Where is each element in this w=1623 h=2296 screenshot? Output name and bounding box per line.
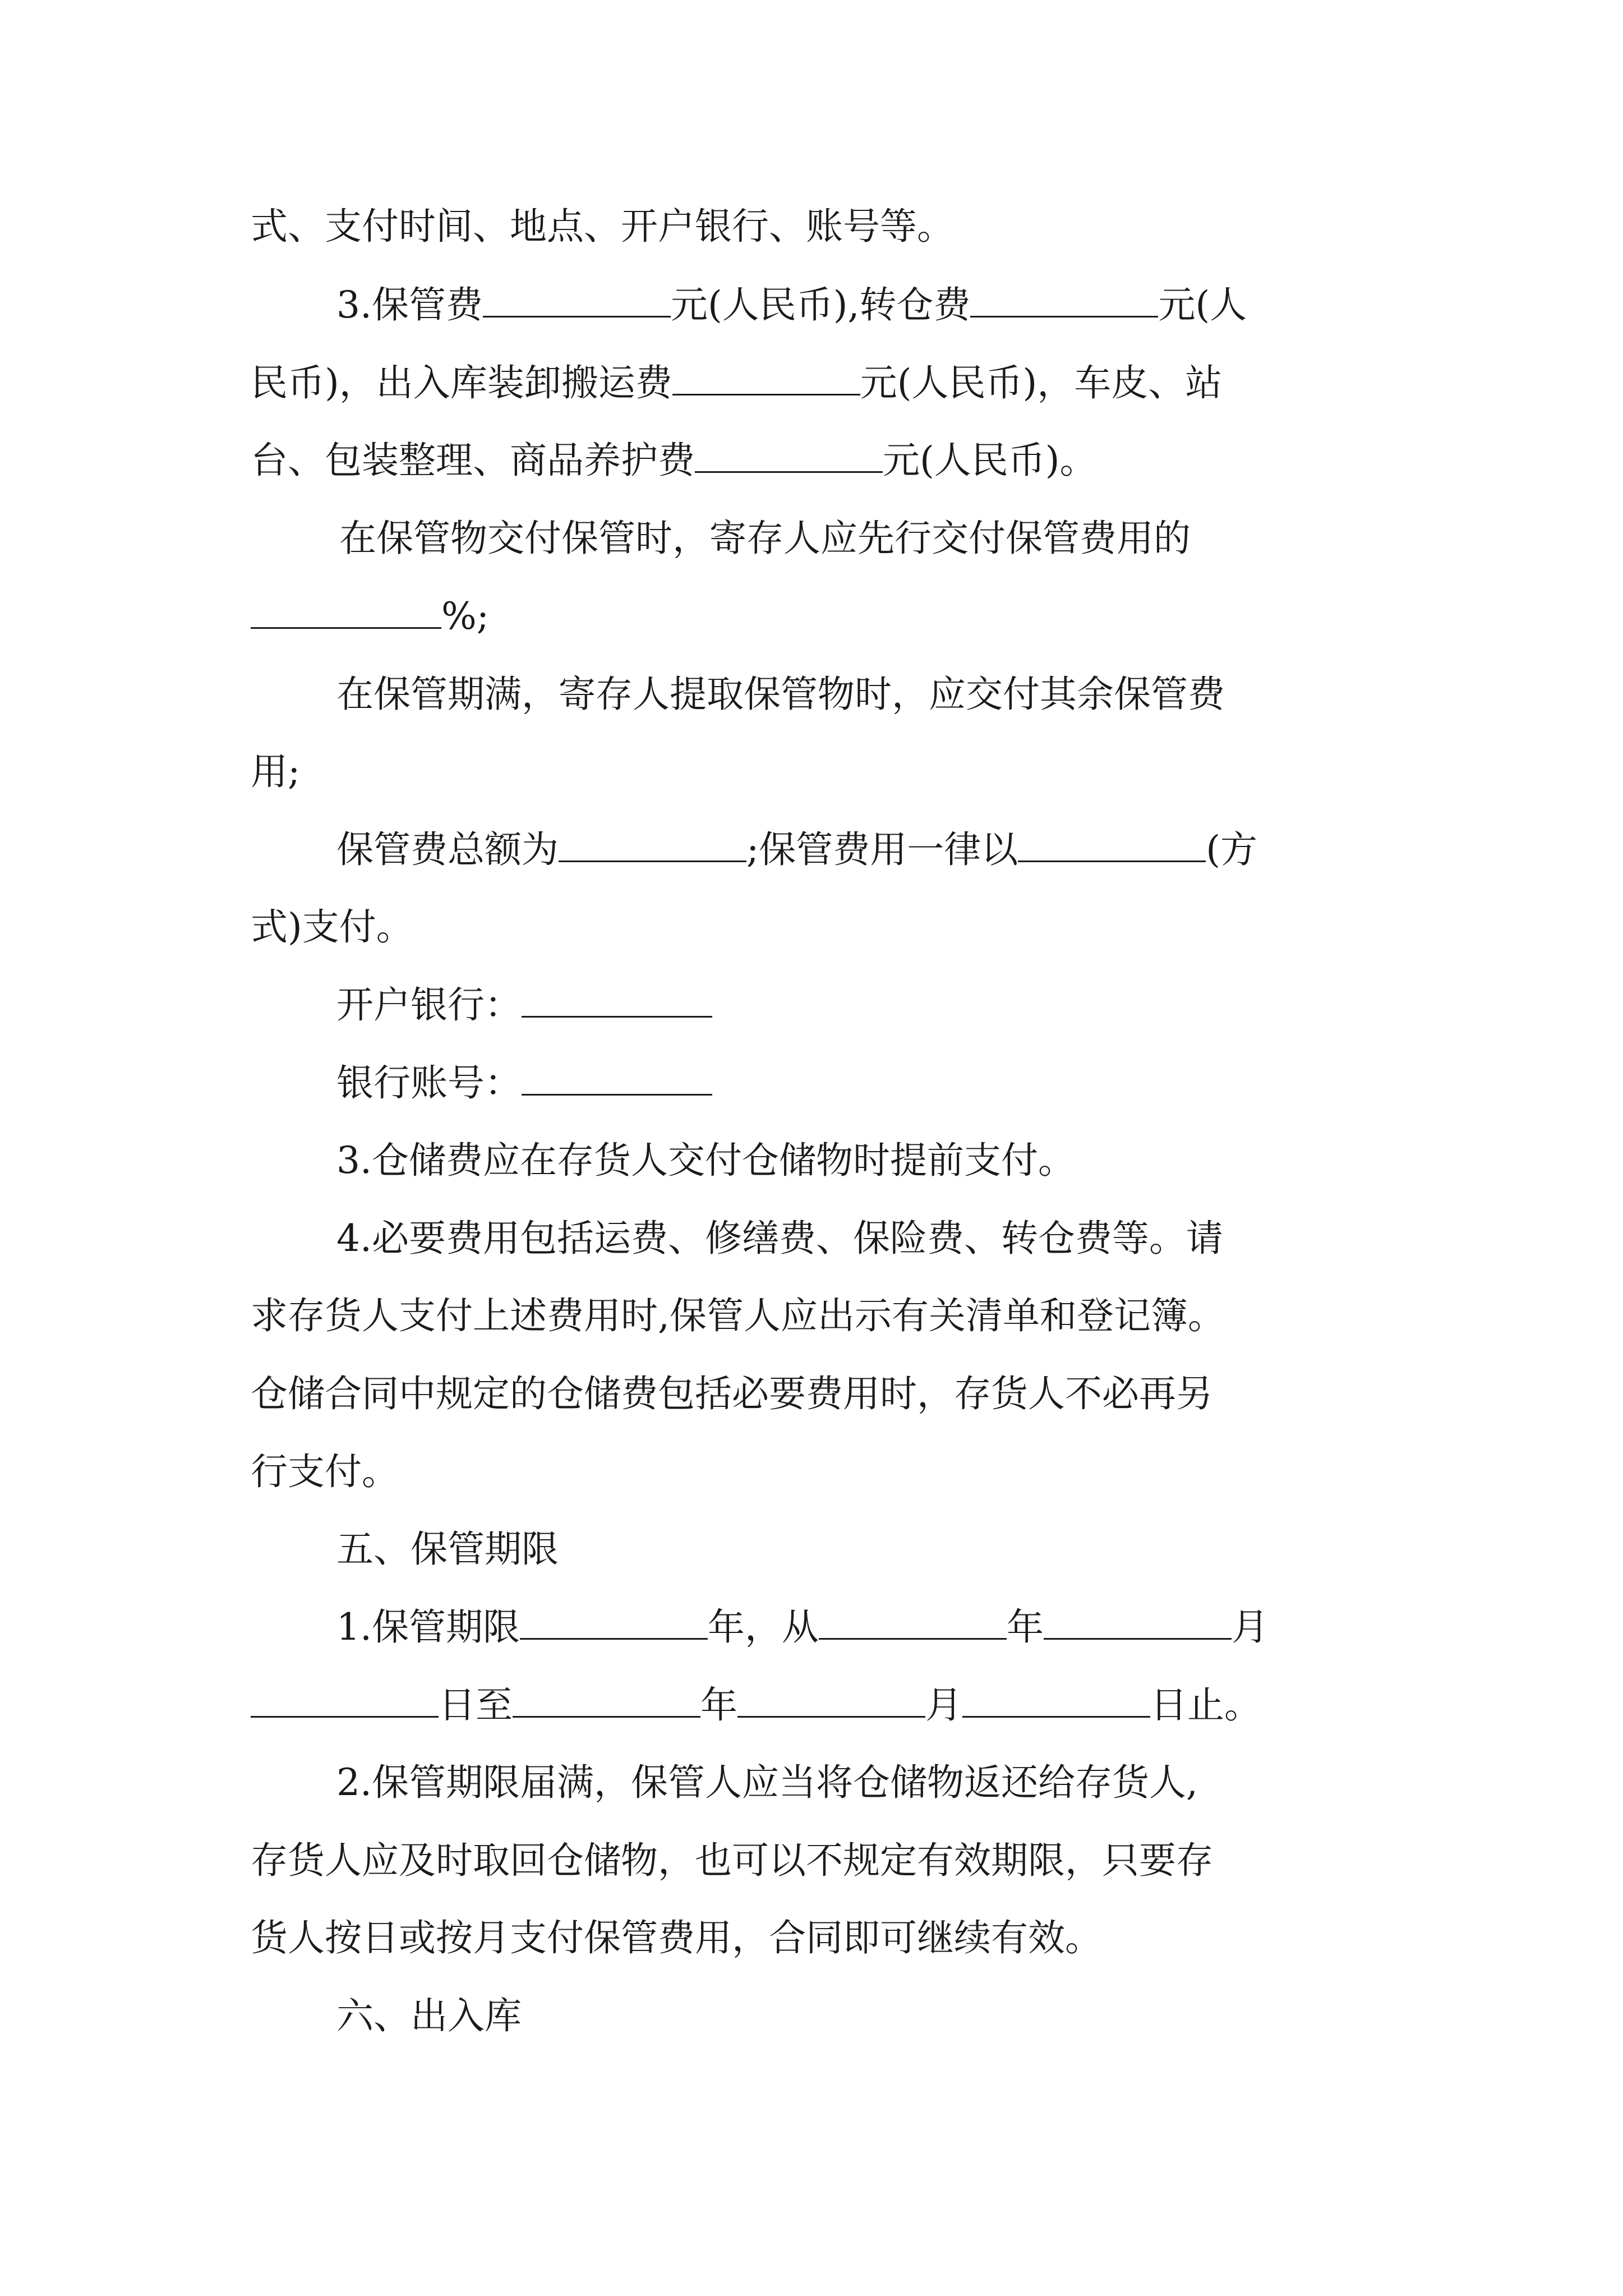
text-line: 仓储合同中规定的仓储费包括必要费用时，存货人不必再另: [251, 1372, 1213, 1415]
text-line: 民币)，出入库装卸搬运费 元(人民币)，车皮、站: [251, 344, 1623, 422]
fill-blank: [483, 280, 671, 318]
fill-blank: [1044, 1603, 1232, 1640]
fill-blank: [251, 592, 441, 629]
fill-blank: [962, 1681, 1150, 1718]
fill-blank: [1018, 825, 1206, 862]
text-line: 存货人应及时取回仓储物，也可以不规定有效期限，只要存: [251, 1839, 1213, 1882]
fill-blank: [559, 825, 746, 862]
text-line: 求存货人支付上述费用时,保管人应出示有关清单和登记簿。: [251, 1294, 1225, 1337]
fill-blank: [695, 436, 883, 473]
fill-blank: [970, 280, 1158, 318]
fill-blank: [513, 1681, 700, 1718]
text-line: 式、支付时间、地点、开户银行、账号等。: [251, 205, 954, 248]
text-line: 1.保管期限 年，从 年 月: [336, 1589, 1623, 1666]
text-line: 3.仓储费应在存货人交付仓储物时提前支付。: [336, 1139, 1075, 1182]
text-line: 2.保管期限届满，保管人应当将仓储物返还给存货人,: [336, 1761, 1198, 1804]
section-heading: 五、保管期限: [336, 1527, 559, 1571]
text-line: 在保管期满，寄存人提取保管物时，应交付其余保管费: [336, 673, 1225, 716]
text-line: 开户银行：: [336, 967, 1623, 1044]
fill-blank: [737, 1681, 925, 1718]
text-line: 4.必要费用包括运费、修缮费、保险费、转仓费等。请: [336, 1217, 1223, 1260]
fill-blank: [672, 358, 860, 395]
section-heading: 六、出入库: [336, 1994, 522, 2037]
text-line: 货人按日或按月支付保管费用，合同即可继续有效。: [251, 1916, 1102, 1959]
text-line: 3.保管费 元(人民币),转仓费 元(人: [336, 266, 1623, 344]
text-line: 保管费总额为 ;保管费用一律以 (方: [336, 811, 1623, 889]
fill-blank: [251, 1681, 439, 1718]
text-line: 在保管物交付保管时，寄存人应先行交付保管费用的: [339, 517, 1191, 560]
fill-blank: [522, 981, 712, 1018]
text-line: 银行账号：: [336, 1045, 1623, 1122]
text-line: 用;: [251, 750, 301, 793]
text-line: 台、包装整理、商品养护费 元(人民币)。: [251, 422, 1623, 499]
text-line: 行支付。: [251, 1450, 399, 1493]
text-line: %;: [251, 578, 1623, 655]
text-line: 日至 年 月 日止。: [251, 1667, 1623, 1744]
fill-blank: [520, 1603, 708, 1640]
fill-blank: [522, 1059, 712, 1096]
fill-blank: [819, 1603, 1007, 1640]
text-line: 式)支付。: [251, 905, 413, 949]
